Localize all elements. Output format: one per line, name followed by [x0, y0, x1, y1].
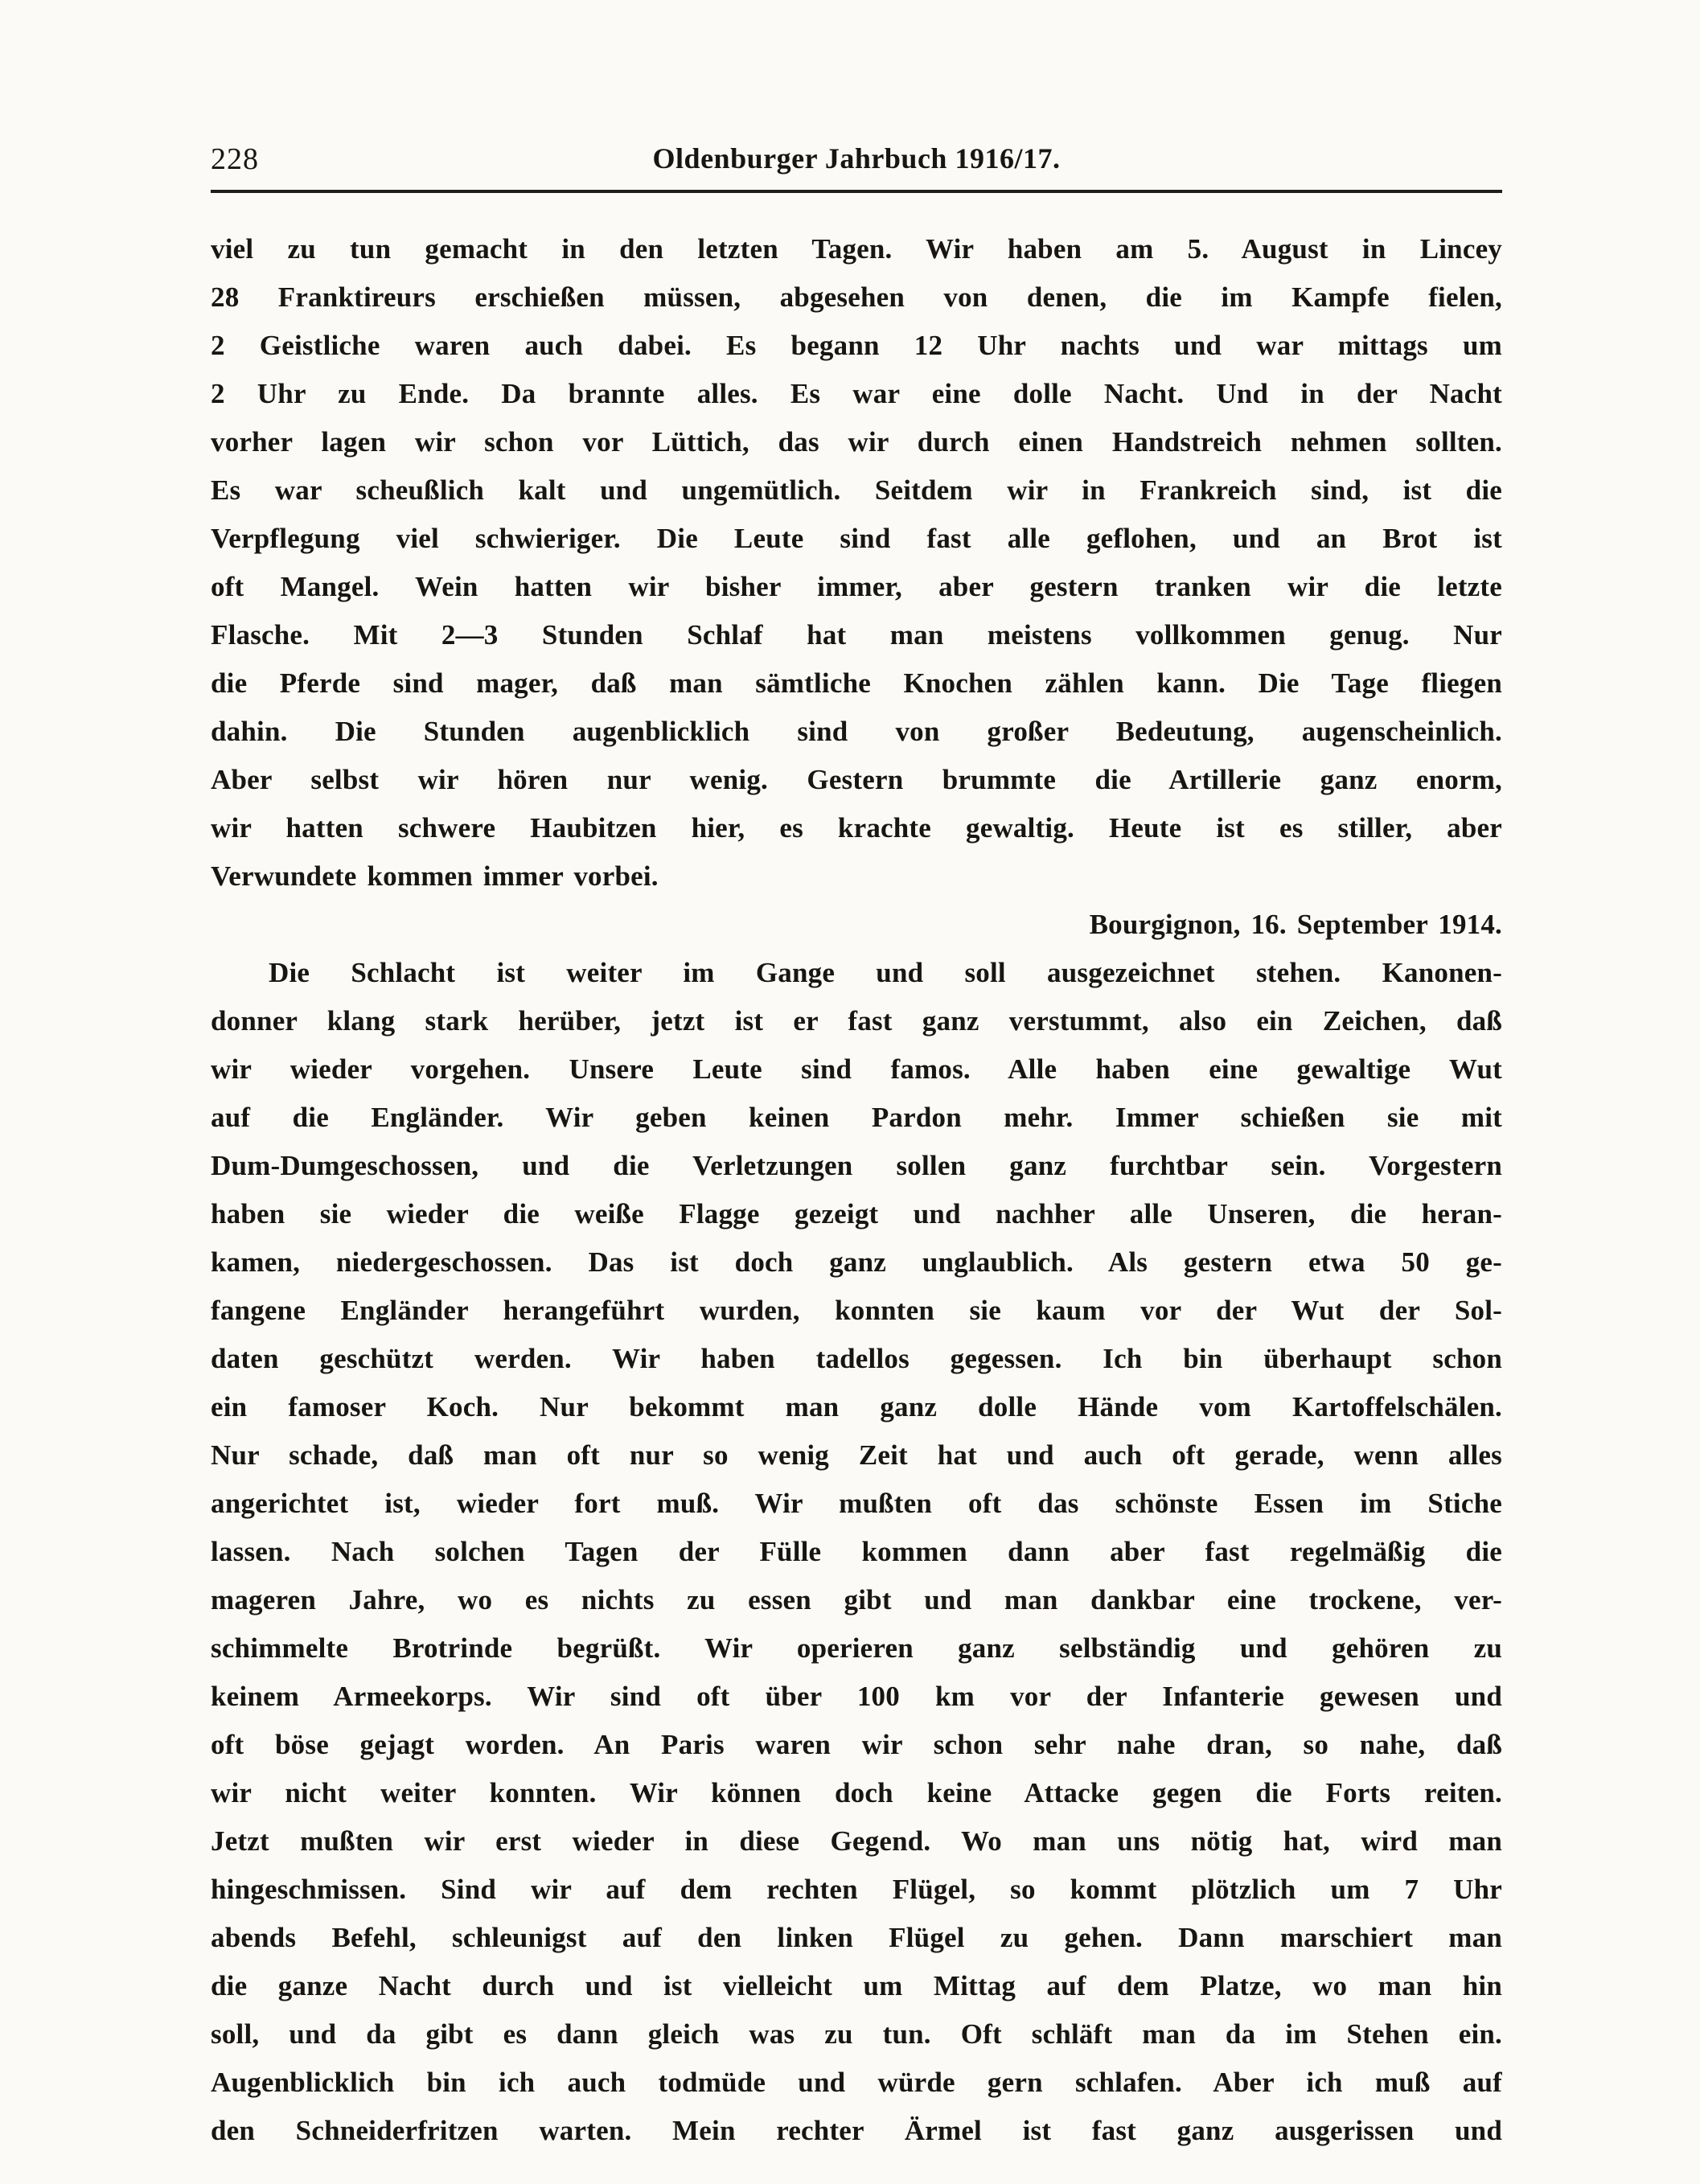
text-line: Verpflegung viel schwieriger. Die Leute sind fast alle geflohen, und an Brot ist	[211, 523, 1502, 554]
text-line: den Schneiderfritzen warten. Mein rechter Ärmel ist fast ganz ausgerissen und	[211, 2115, 1502, 2146]
text-line: ein famoser Koch. Nur bekommt man ganz dolle Hände vom Kartoffelschälen.	[211, 1391, 1502, 1422]
text-line: Es war scheußlich kalt und ungemütlich. Seitdem wir in Frankreich sind, ist die	[211, 474, 1502, 506]
text-line: Verwundete kommen immer vorbei.	[211, 860, 659, 892]
text-line: schimmelte Brotrinde begrüßt. Wir operieren ganz selbständig und gehören zu	[211, 1632, 1502, 1664]
journal-title: Oldenburger Jahrbuch 1916/17.	[652, 142, 1061, 174]
text-block	[211, 142, 1502, 2155]
text-line: vorher lagen wir schon vor Lüttich, das wir durch einen Handstreich nehmen sollten.	[211, 426, 1502, 458]
text-line: angerichtet ist, wieder fort muß. Wir mußten oft das schönste Essen im Stiche	[211, 1488, 1502, 1519]
text-line: haben sie wieder die weiße Flagge gezeigt und nachher alle Unseren, die heran-	[211, 1198, 1502, 1230]
text-line: 28 Franktireurs erschießen müssen, abgesehen von denen, die im Kampfe fielen,	[211, 281, 1502, 313]
text-line: Nur schade, daß man oft nur so wenig Zeit hat und auch oft gerade, wenn alles	[211, 1439, 1502, 1471]
text-line: oft Mangel. Wein hatten wir bisher immer, aber gestern tranken wir die letzte	[211, 571, 1502, 602]
text-line: mageren Jahre, wo es nichts zu essen gibt und man dankbar eine trockene, ver-	[211, 1584, 1502, 1615]
text-line: 2 Geistliche waren auch dabei. Es begann 12 Uhr nachts und war mittags um	[211, 330, 1502, 361]
text-line: Jetzt mußten wir erst wieder in diese Gegend. Wo man uns nötig hat, wird man	[211, 1825, 1502, 1857]
text-line: auf die Engländer. Wir geben keinen Pardon mehr. Immer schießen sie mit	[211, 1102, 1502, 1133]
text-line: Die Schlacht ist weiter im Gange und soll ausgezeichnet stehen. Kanonen-	[269, 957, 1502, 988]
text-line: die Pferde sind mager, daß man sämtliche Knochen zählen kann. Die Tage fliegen	[211, 667, 1502, 699]
text-line: Aber selbst wir hören nur wenig. Gestern brummte die Artillerie ganz enorm,	[211, 764, 1502, 795]
text-line: wir wieder vorgehen. Unsere Leute sind famos. Alle haben eine gewaltige Wut	[211, 1053, 1502, 1085]
text-line: Augenblicklich bin ich auch todmüde und würde gern schlafen. Aber ich muß auf	[211, 2067, 1502, 2098]
text-line: wir nicht weiter konnten. Wir können doch keine Attacke gegen die Forts reiten.	[211, 1777, 1502, 1808]
text-line: keinem Armeekorps. Wir sind oft über 100 km vor der Infanterie gewesen und	[211, 1681, 1502, 1712]
text-line: lassen. Nach solchen Tagen der Fülle kommen dann aber fast regelmäßig die	[211, 1536, 1502, 1567]
text-line: abends Befehl, schleunigst auf den linken Flügel zu gehen. Dann marschiert man	[211, 1922, 1502, 1953]
running-header	[211, 142, 1502, 183]
text-line: viel zu tun gemacht in den letzten Tagen. Wir haben am 5. August in Lincey	[211, 233, 1502, 265]
text-line: kamen, niedergeschossen. Das ist doch ganz unglaublich. Als gestern etwa 50 ge-	[211, 1246, 1502, 1278]
text-line: fangene Engländer herangeführt wurden, konnten sie kaum vor der Wut der Sol-	[211, 1295, 1502, 1326]
text-line: hingeschmissen. Sind wir auf dem rechten Flügel, so kommt plötzlich um 7 Uhr	[211, 1874, 1502, 1905]
text-line: donner klang stark herüber, jetzt ist er fast ganz verstummt, also ein Zeichen, daß	[211, 1005, 1502, 1037]
text-line: 2 Uhr zu Ende. Da brannte alles. Es war eine dolle Nacht. Und in der Nacht	[211, 378, 1502, 409]
text-line: wir hatten schwere Haubitzen hier, es krachte gewaltig. Heute ist es stiller, aber	[211, 812, 1502, 844]
header-rule	[211, 190, 1502, 193]
text-line: die ganze Nacht durch und ist vielleicht um Mittag auf dem Platze, wo man hin	[211, 1970, 1502, 2001]
text-line: soll, und da gibt es dann gleich was zu tun. Oft schläft man da im Stehen ein.	[211, 2018, 1502, 2050]
body-text	[211, 225, 1502, 2155]
text-line: dahin. Die Stunden augenblicklich sind von großer Bedeutung, augenscheinlich.	[211, 716, 1502, 747]
text-line: Bourgignon, 16. September 1914.	[1089, 909, 1502, 940]
text-line: daten geschützt werden. Wir haben tadellos gegessen. Ich bin überhaupt schon	[211, 1343, 1502, 1374]
text-line: Dum-Dumgeschossen, und die Verletzungen sollen ganz furchtbar sein. Vorgestern	[211, 1150, 1502, 1181]
text-line: oft böse gejagt worden. An Paris waren wir schon sehr nahe dran, so nahe, daß	[211, 1729, 1502, 1760]
text-line: Flasche. Mit 2—3 Stunden Schlaf hat man meistens vollkommen genug. Nur	[211, 619, 1502, 651]
page-number: 228	[211, 142, 259, 176]
